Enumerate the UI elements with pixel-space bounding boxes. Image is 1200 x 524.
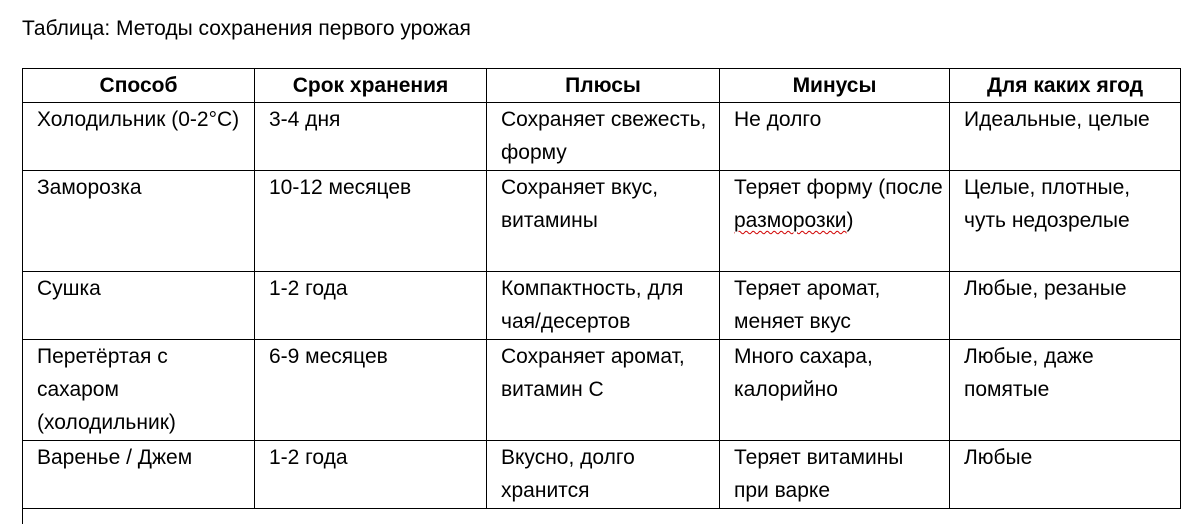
header-berry-type: Для каких ягод [950,69,1181,103]
table-caption: Таблица: Методы сохранения первого урожая [22,17,471,40]
cell-cons: Не долго [720,103,950,171]
storage-methods-table [22,68,1181,509]
table-row [23,171,1181,272]
cell-storage-period: 3-4 дня [255,103,487,171]
cell-pros: Компактность, для чая/десертов [487,272,720,340]
cell-method: Сушка [23,272,255,340]
cell-berry-type: Любые, даже помятые [950,340,1181,441]
cell-berry-type: Любые, резаные [950,272,1181,340]
cell-method: Варенье / Джем [23,441,255,509]
cell-method: Холодильник (0-2°C) [23,103,255,171]
cell-berry-type: Любые [950,441,1181,509]
text-cursor [22,508,23,524]
table-row [23,272,1181,340]
cell-berry-type: Целые, плотные, чуть недозрелые [950,171,1181,272]
cell-method: Заморозка [23,171,255,272]
cell-cons: Теряет витамины при варке [720,441,950,509]
cell-pros: Сохраняет свежесть, форму [487,103,720,171]
cell-storage-period: 1-2 года [255,441,487,509]
spellcheck-word: разморозки [734,209,847,232]
header-cons: Минусы [720,69,950,103]
table-row [23,340,1181,441]
cell-berry-type: Идеальные, целые [950,103,1181,171]
table-row [23,103,1181,171]
cell-storage-period: 10-12 месяцев [255,171,487,272]
cell-cons: Теряет аромат, меняет вкус [720,272,950,340]
header-storage-period: Срок хранения [255,69,487,103]
cell-pros: Сохраняет аромат, витамин С [487,340,720,441]
cell-cons: Много сахара, калорийно [720,340,950,441]
cell-storage-period: 6-9 месяцев [255,340,487,441]
table-header-row [23,69,1181,103]
cell-pros: Вкусно, долго хранится [487,441,720,509]
table-row [23,441,1181,509]
cell-cons: Теряет форму (после разморозки) [720,171,950,272]
cell-method: Перетёртая с сахаром (холодильник) [23,340,255,441]
cell-storage-period: 1-2 года [255,272,487,340]
header-method: Способ [23,69,255,103]
header-pros: Плюсы [487,69,720,103]
cell-pros: Сохраняет вкус, витамины [487,171,720,272]
